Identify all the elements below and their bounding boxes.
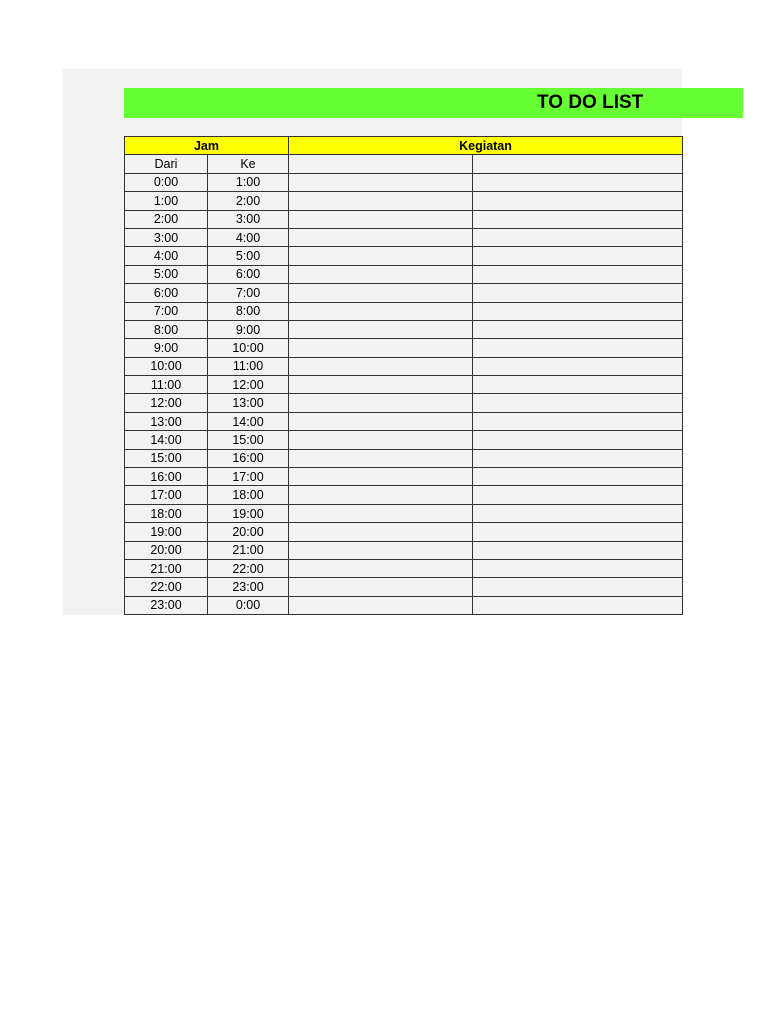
table-row — [125, 210, 683, 228]
kegiatan-cell[interactable] — [289, 486, 473, 504]
time-from-cell[interactable]: 8:00 — [125, 320, 208, 338]
time-from-cell[interactable]: 23:00 — [125, 596, 208, 614]
time-from-cell[interactable]: 15:00 — [125, 449, 208, 467]
time-from-cell[interactable]: 20:00 — [125, 541, 208, 559]
table-row — [125, 320, 683, 338]
table-row — [125, 192, 683, 210]
kegiatan-cell[interactable] — [289, 192, 473, 210]
time-from-cell[interactable]: 1:00 — [125, 192, 208, 210]
kegiatan-cell[interactable] — [473, 284, 683, 302]
time-to-cell[interactable]: 14:00 — [208, 412, 289, 430]
kegiatan-cell[interactable] — [473, 192, 683, 210]
table-row — [125, 376, 683, 394]
kegiatan-cell[interactable] — [473, 339, 683, 357]
time-to-cell[interactable]: 2:00 — [208, 192, 289, 210]
time-to-cell[interactable]: 11:00 — [208, 357, 289, 375]
time-to-cell[interactable]: 18:00 — [208, 486, 289, 504]
time-from-cell[interactable]: 10:00 — [125, 357, 208, 375]
table-row — [125, 173, 683, 191]
table-row — [125, 247, 683, 265]
kegiatan-cell[interactable] — [289, 559, 473, 577]
kegiatan-cell[interactable] — [289, 523, 473, 541]
group-header-row — [125, 137, 683, 155]
time-from-cell[interactable]: 19:00 — [125, 523, 208, 541]
time-to-cell[interactable]: 4:00 — [208, 228, 289, 246]
time-to-cell[interactable]: 23:00 — [208, 578, 289, 596]
kegiatan-cell[interactable] — [289, 284, 473, 302]
table-row — [125, 578, 683, 596]
time-to-cell[interactable]: 6:00 — [208, 265, 289, 283]
kegiatan-cell[interactable] — [289, 173, 473, 191]
kegiatan-cell[interactable] — [289, 504, 473, 522]
kegiatan-cell[interactable] — [473, 431, 683, 449]
kegiatan-cell[interactable] — [473, 173, 683, 191]
kegiatan-cell[interactable] — [289, 596, 473, 614]
todo-table — [124, 136, 683, 615]
time-to-cell[interactable]: 15:00 — [208, 431, 289, 449]
kegiatan-cell[interactable] — [473, 486, 683, 504]
table-row — [125, 504, 683, 522]
time-to-cell[interactable]: 10:00 — [208, 339, 289, 357]
time-to-cell[interactable]: 22:00 — [208, 559, 289, 577]
kegiatan-cell[interactable] — [473, 578, 683, 596]
time-to-cell[interactable]: 3:00 — [208, 210, 289, 228]
table-row — [125, 412, 683, 430]
kegiatan-cell[interactable] — [289, 449, 473, 467]
kegiatan-cell[interactable] — [289, 302, 473, 320]
table-row — [125, 449, 683, 467]
time-from-cell[interactable]: 21:00 — [125, 559, 208, 577]
kegiatan-cell[interactable] — [473, 228, 683, 246]
kegiatan-cell[interactable] — [473, 468, 683, 486]
time-to-cell[interactable]: 19:00 — [208, 504, 289, 522]
time-from-cell[interactable]: 0:00 — [125, 173, 208, 191]
time-from-cell[interactable]: 17:00 — [125, 486, 208, 504]
kegiatan-cell[interactable] — [289, 210, 473, 228]
table-row — [125, 523, 683, 541]
kegiatan-cell[interactable] — [289, 394, 473, 412]
kegiatan-cell[interactable] — [473, 302, 683, 320]
kegiatan-cell[interactable] — [473, 320, 683, 338]
kegiatan-cell[interactable] — [289, 320, 473, 338]
header-kegiatan[interactable]: Kegiatan — [289, 137, 683, 155]
time-from-cell[interactable]: 6:00 — [125, 284, 208, 302]
sub-header-row — [125, 155, 683, 173]
table-row — [125, 357, 683, 375]
kegiatan-cell[interactable] — [289, 247, 473, 265]
header-ke[interactable]: Ke — [208, 155, 289, 173]
time-from-cell[interactable]: 9:00 — [125, 339, 208, 357]
time-from-cell[interactable]: 4:00 — [125, 247, 208, 265]
kegiatan-cell[interactable] — [473, 376, 683, 394]
kegiatan-cell[interactable] — [289, 339, 473, 357]
table-row — [125, 284, 683, 302]
time-from-cell[interactable]: 14:00 — [125, 431, 208, 449]
time-to-cell[interactable]: 8:00 — [208, 302, 289, 320]
table-row — [125, 468, 683, 486]
time-to-cell[interactable]: 12:00 — [208, 376, 289, 394]
kegiatan-cell[interactable] — [473, 412, 683, 430]
table-row — [125, 265, 683, 283]
kegiatan-cell[interactable] — [473, 541, 683, 559]
time-from-cell[interactable]: 3:00 — [125, 228, 208, 246]
kegiatan-cell[interactable] — [289, 357, 473, 375]
table-row — [125, 559, 683, 577]
page-title: TO DO LIST — [537, 92, 644, 113]
kegiatan-cell[interactable] — [289, 265, 473, 283]
time-to-cell[interactable]: 20:00 — [208, 523, 289, 541]
table-row — [125, 339, 683, 357]
time-to-cell[interactable]: 7:00 — [208, 284, 289, 302]
header-dari[interactable]: Dari — [125, 155, 208, 173]
kegiatan-cell[interactable] — [289, 431, 473, 449]
time-from-cell[interactable]: 5:00 — [125, 265, 208, 283]
time-to-cell[interactable]: 9:00 — [208, 320, 289, 338]
kegiatan-cell[interactable] — [289, 155, 473, 173]
time-to-cell[interactable]: 1:00 — [208, 173, 289, 191]
kegiatan-cell[interactable] — [473, 559, 683, 577]
header-jam[interactable]: Jam — [125, 137, 289, 155]
time-to-cell[interactable]: 0:00 — [208, 596, 289, 614]
kegiatan-cell[interactable] — [289, 376, 473, 394]
kegiatan-cell[interactable] — [473, 449, 683, 467]
kegiatan-cell[interactable] — [473, 357, 683, 375]
time-to-cell[interactable]: 13:00 — [208, 394, 289, 412]
kegiatan-cell[interactable] — [473, 523, 683, 541]
kegiatan-cell[interactable] — [473, 265, 683, 283]
time-from-cell[interactable]: 11:00 — [125, 376, 208, 394]
kegiatan-cell[interactable] — [473, 247, 683, 265]
table-row — [125, 541, 683, 559]
time-to-cell[interactable]: 21:00 — [208, 541, 289, 559]
time-from-cell[interactable]: 18:00 — [125, 504, 208, 522]
table-row — [125, 596, 683, 614]
kegiatan-cell[interactable] — [289, 228, 473, 246]
kegiatan-cell[interactable] — [289, 541, 473, 559]
title-bar — [124, 88, 743, 118]
kegiatan-cell[interactable] — [473, 394, 683, 412]
time-from-cell[interactable]: 12:00 — [125, 394, 208, 412]
table-row — [125, 486, 683, 504]
time-from-cell[interactable]: 7:00 — [125, 302, 208, 320]
time-to-cell[interactable]: 17:00 — [208, 468, 289, 486]
kegiatan-cell[interactable] — [473, 596, 683, 614]
table-row — [125, 394, 683, 412]
time-from-cell[interactable]: 13:00 — [125, 412, 208, 430]
time-from-cell[interactable]: 2:00 — [125, 210, 208, 228]
kegiatan-cell[interactable] — [289, 468, 473, 486]
schedule-rows — [125, 173, 683, 614]
kegiatan-cell[interactable] — [473, 210, 683, 228]
table-row — [125, 228, 683, 246]
kegiatan-cell[interactable] — [289, 578, 473, 596]
time-to-cell[interactable]: 5:00 — [208, 247, 289, 265]
kegiatan-cell[interactable] — [289, 412, 473, 430]
time-from-cell[interactable]: 22:00 — [125, 578, 208, 596]
table-row — [125, 431, 683, 449]
kegiatan-cell[interactable] — [473, 155, 683, 173]
table-row — [125, 302, 683, 320]
time-from-cell[interactable]: 16:00 — [125, 468, 208, 486]
time-to-cell[interactable]: 16:00 — [208, 449, 289, 467]
kegiatan-cell[interactable] — [473, 504, 683, 522]
